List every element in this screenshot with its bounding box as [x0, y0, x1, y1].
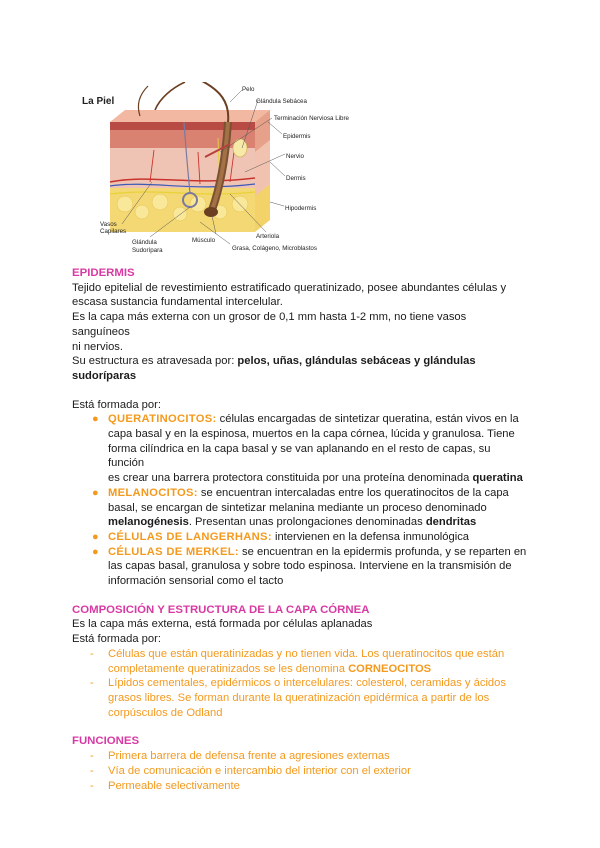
bullet-icon: ● [92, 545, 99, 558]
list-item-funcion-1: - Primera barrera de defensa frente a agresiones externas [90, 750, 390, 763]
funciones-heading: FUNCIONES [72, 735, 140, 748]
label-vasos-1: Vasos [100, 221, 117, 228]
bullet-icon: ● [92, 413, 99, 426]
list-item-funcion-2: - Vía de comunicación e intercambio del interior con el exterior [90, 764, 411, 777]
list-item-melanocitos: ● MELANOCITOS: se encuentran intercaladas entre los queratinocitos de la capa basal, se encargan de sintetizar melanina mediante un proceso denominado melanogénesis. Presentan unas prolongaciones denominadas dendritas [92, 486, 509, 529]
dash-icon: - [90, 779, 94, 792]
label-glandula-sudoripara-2: Sudorípara [132, 247, 163, 254]
list-item-funcion-3: - Permeable selectivamente [90, 779, 240, 792]
list-item-lipidos: - Lípidos cementales, epidérmicos o intercelulares: colesterol, ceramidas y ácidos grasos libres. Se forman durante la queratinización epidérmica a partir de los corpúsculos de Odland [90, 677, 506, 719]
label-pelo: Pelo [242, 86, 255, 93]
label-grasa: Grasa, Colágeno, Microblastos [232, 245, 317, 252]
epidermis-paragraph-3: Su estructura es atravesada por: pelos, uñas, glándulas sebáceas y glándulas sudoríparas [72, 355, 476, 382]
label-nervio: Nervio [286, 153, 304, 160]
label-glandula-sebacea: Glándula Sebácea [256, 98, 307, 105]
epidermis-paragraph-2: Es la capa más externa con un grosor de 0,1 mm hasta 1-2 mm, no tiene vasos sanguíneos ni nervios. [72, 311, 467, 353]
dash-icon: - [90, 647, 94, 660]
funciones-list [72, 749, 527, 793]
document-body [72, 266, 527, 793]
dash-icon: - [90, 677, 94, 690]
cornea-paragraph-1: Es la capa más externa, está formada por células aplanadas [72, 618, 373, 631]
label-dermis: Dermis [286, 175, 306, 182]
epidermis-paragraph-1: Tejido epitelial de revestimiento estratificado queratinizado, posee abundantes células y escasa sustancia fundamental intercelular. [72, 281, 507, 309]
dash-icon: - [90, 764, 94, 777]
epidermis-formada: Está formada por: [72, 398, 161, 411]
epidermis-cell-list [72, 412, 527, 588]
label-vasos-2: Capilares [100, 228, 127, 235]
label-hipodermis: Hipodermis [285, 205, 317, 212]
epidermis-heading: EPIDERMIS [72, 267, 135, 279]
cornea-heading: COMPOSICIÓN Y ESTRUCTURA DE LA CAPA CÓRNEA [72, 603, 370, 616]
label-glandula-sudoripara-1: Glándula [132, 239, 157, 246]
label-epidermis: Epidermis [283, 133, 311, 140]
dash-icon: - [90, 750, 94, 763]
list-item-merkel: ● CÉLULAS DE MERKEL: se encuentran en la epidermis profunda, y se reparten en las capas basal, granulosa y sobre todo espinosa. Interviene en la transmisión de información sensorial como el tacto [92, 545, 527, 588]
label-musculo: Músculo [192, 237, 216, 244]
cornea-list [72, 647, 527, 721]
figure-title: La Piel [82, 96, 115, 107]
list-item-corneocitos: - Células que están queratinizadas y no tienen vida. Los queratinocitos que están completamente queratinizados se les denomina CORNEOCITOS [90, 647, 505, 675]
skin-diagram [80, 82, 380, 260]
bullet-icon: ● [92, 486, 99, 499]
cornea-paragraph-2: Está formada por: [72, 633, 161, 646]
label-terminacion-nerviosa: Terminación Nerviosa Libre [274, 115, 349, 122]
skin-illustration [80, 82, 380, 260]
list-item-langerhans: ● CÉLULAS DE LANGERHANS: intervienen en la defensa inmunológica [92, 530, 470, 543]
list-item-queratinocitos: ● QUERATINOCITOS: células encargadas de sintetizar queratina, están vivos en la capa basal y en la espinosa, muertos en la capa córnea, lúcida y granulosa. Tiene forma cilíndrica en la capa basal y se van aplanando en el resto de capas, su función es crear una barrera protectora constituida por una proteína denominada queratina [92, 413, 523, 485]
label-arteriola: Arteriola [256, 233, 280, 240]
bullet-icon: ● [92, 530, 99, 543]
